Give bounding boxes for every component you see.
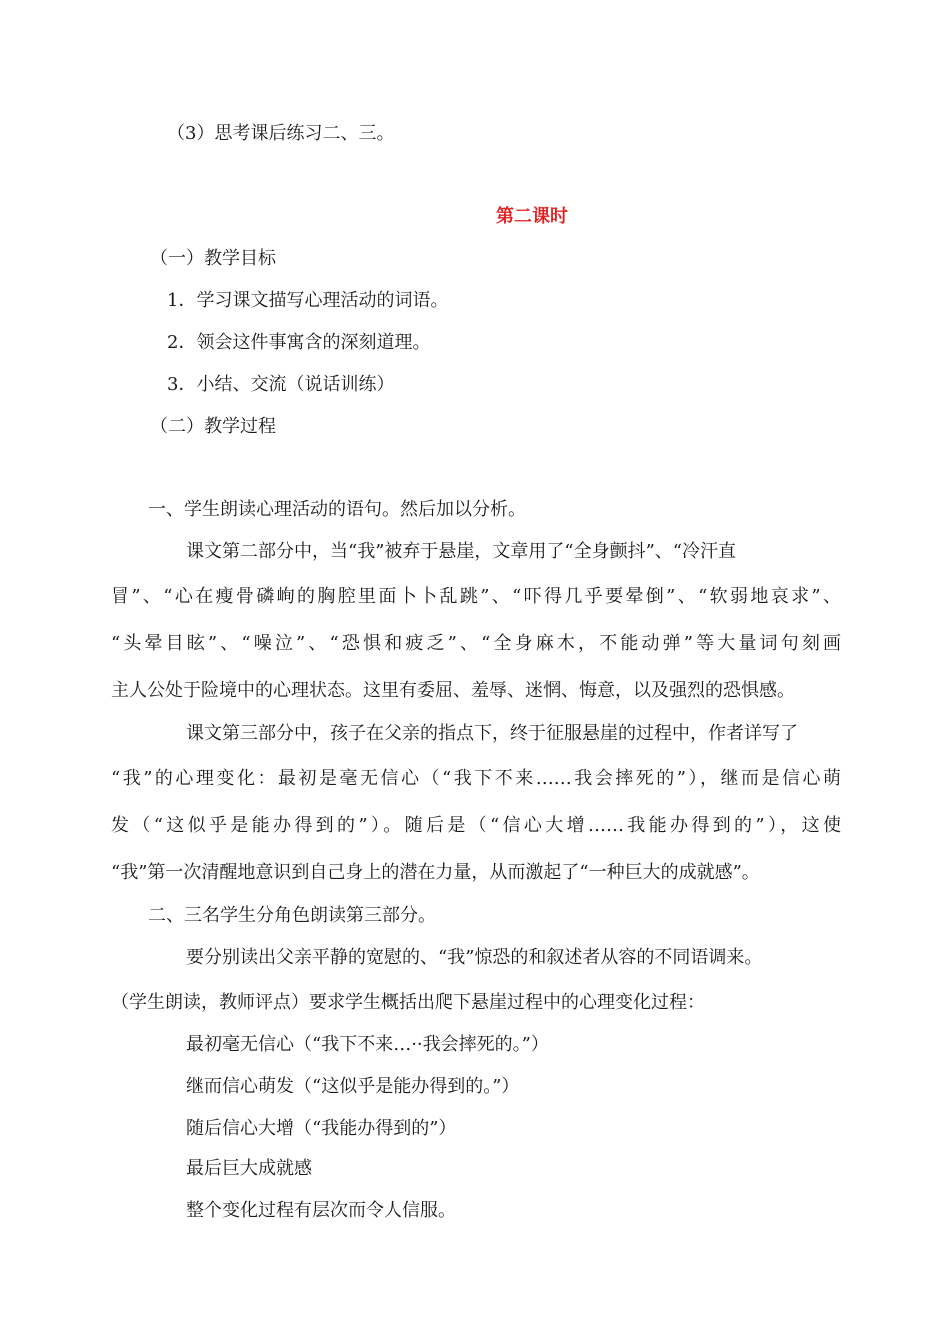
objective-item-1: 1．学习课文描写心理活动的词语。 [167, 290, 449, 311]
step2-heading: 二、三名学生分角色朗读第三部分。 [148, 905, 436, 926]
objective-item-2: 2．领会这件事寓含的深刻道理。 [167, 332, 431, 353]
step1-para1-line-1: 课文第二部分中，当“我”被弃于悬崖，文章用了“全身颤抖”、“冷汗直 [186, 541, 737, 562]
process-heading: （二）教学过程 [150, 416, 276, 437]
step1-para1-line-3: “头晕目眩”、“噪泣”、“恐惧和疲乏”、“全身麻木，不能动弹”等大量词句刻画 [111, 633, 841, 654]
summary-line-4: 最后巨大成就感 [186, 1158, 312, 1179]
objective-item-3: 3．小结、交流（说话训练） [167, 374, 395, 395]
summary-line-2: 继而信心萌发（“这似乎是能办得到的。”） [186, 1076, 520, 1097]
step1-para2-line-1: 课文第三部分中，孩子在父亲的指点下，终于征服悬崖的过程中，作者详写了 [186, 723, 798, 744]
step1-para2-line-2: “我”的心理变化：最初是毫无信心（“我下不来……我会摔死的”），继而是信心萌 [111, 768, 841, 789]
summary-line-1: 最初毫无信心（“我下不来…··我会摔死的。”） [186, 1034, 549, 1055]
step2-para-line-2: （学生朗读，教师评点）要求学生概括出爬下悬崖过程中的心理变化过程： [111, 992, 705, 1013]
summary-line-5: 整个变化过程有层次而令人信服。 [186, 1200, 456, 1221]
summary-line-3: 随后信心大增（“我能办得到的”） [186, 1118, 457, 1139]
objectives-heading: （一）教学目标 [150, 248, 276, 269]
step1-heading: 一、学生朗读心理活动的语句。然后加以分析。 [148, 499, 526, 520]
step1-para1-line-4: 主人公处于险境中的心理状态。这里有委屈、羞辱、迷惘、悔意，以及强烈的恐惧感。 [111, 680, 795, 701]
homework-item-3: （3）思考课后练习二、三。 [167, 123, 395, 144]
step1-para2-line-4: “我”第一次清醒地意识到自己身上的潜在力量，从而激起了“一种巨大的成就感”。 [111, 862, 760, 883]
step1-para2-line-3: 发（“这似乎是能办得到的”）。随后是（“信心大增……我能办得到的”），这使 [111, 815, 841, 836]
step1-para1-line-2: 冒”、“心在瘦骨磷峋的胸腔里面卜卜乱跳”、“吓得几乎要晕倒”、“软弱地哀求”、 [111, 586, 841, 607]
lesson-title: 第二课时 [496, 206, 568, 227]
step2-para-line-1: 要分别读出父亲平静的宽慰的、“我”惊恐的和叙述者从容的不同语调来。 [186, 947, 763, 968]
